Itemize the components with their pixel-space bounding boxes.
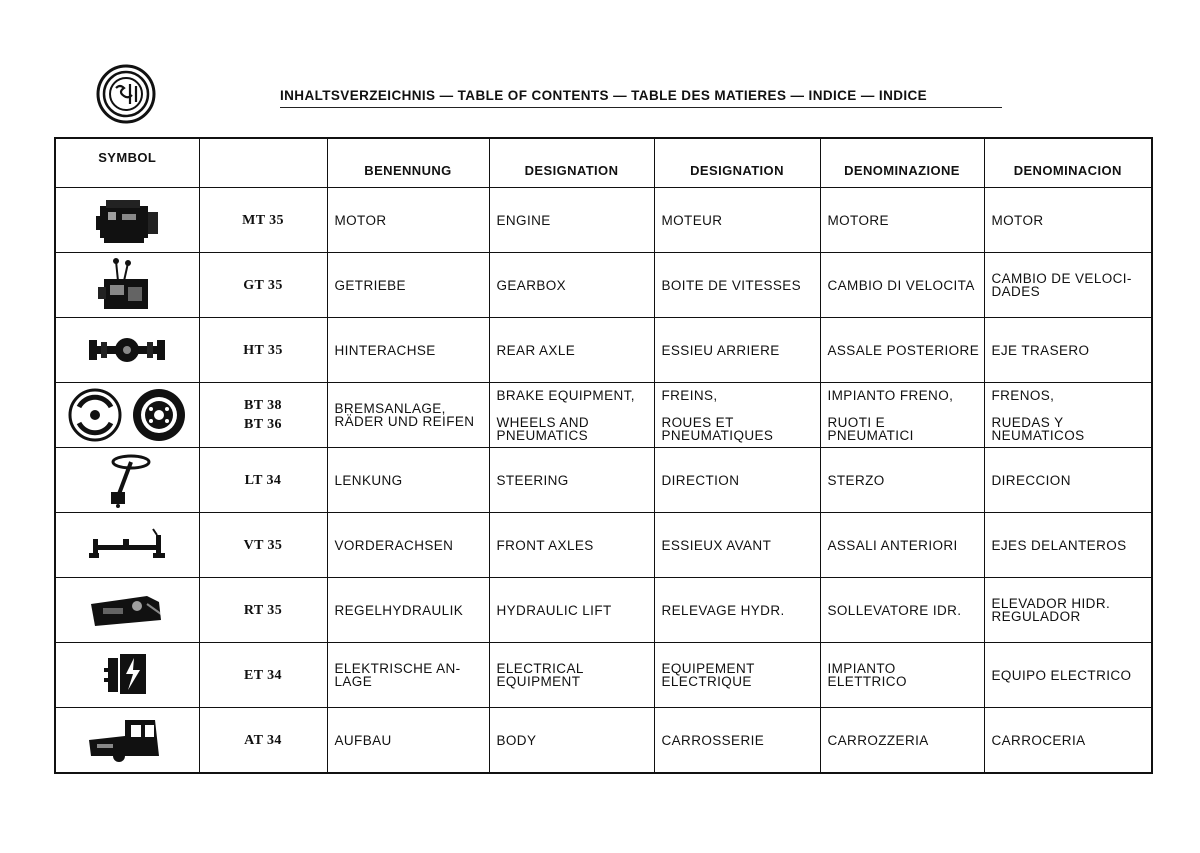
symbol-cell [55, 513, 199, 578]
section-code-text: VT 35 [243, 537, 283, 553]
table-row [55, 643, 1152, 708]
cell-english [489, 643, 654, 708]
cell-text: REGELHYDRAULIK [334, 602, 464, 618]
cell-text: EJES DELANTEROS [991, 537, 1127, 553]
symbol-cell [55, 448, 199, 513]
cell-text: RUOTI E [827, 414, 886, 430]
table-row [55, 318, 1152, 383]
cell-spanish [984, 448, 1152, 513]
cell-text: ESSIEUX AVANT [661, 537, 772, 553]
brake-wheel-icon [56, 387, 199, 443]
cell-text: RUEDAS Y [991, 414, 1064, 430]
table-row [55, 383, 1152, 448]
cell-english [489, 513, 654, 578]
cell-spanish [984, 188, 1152, 253]
cell-french [654, 708, 820, 774]
cell-text: FREINS, [661, 387, 718, 403]
cell-french [654, 578, 820, 643]
cell-italian [820, 708, 984, 774]
cell-spanish [984, 708, 1152, 774]
cell-french [654, 188, 820, 253]
cell-french [654, 448, 820, 513]
cell-italian [820, 448, 984, 513]
cell-text: ROUES ET [661, 414, 734, 430]
cell-text: ELECTRICAL [496, 661, 584, 676]
rear-axle-icon [56, 330, 199, 370]
cell-german [327, 448, 489, 513]
cell-text: RÄDER UND REIFEN [334, 414, 475, 429]
cell-text: MOTORE [827, 212, 889, 228]
section-code-text: AT 34 [244, 732, 282, 748]
cell-text: WHEELS AND [496, 414, 590, 430]
cell-text: FRONT AXLES [496, 537, 594, 553]
cell-text: MOTOR [991, 212, 1044, 228]
cell-text: PNEUMATICS [496, 427, 589, 443]
cell-text: STEERING [496, 472, 569, 488]
cell-text: REAR AXLE [496, 342, 576, 358]
cell-text: NEUMATICOS [991, 427, 1085, 443]
symbol-cell [55, 578, 199, 643]
cell-french [654, 513, 820, 578]
cell-text: EQUIPO ELECTRICO [991, 667, 1132, 683]
column-header-code [199, 138, 327, 188]
steyr-logo-icon [96, 64, 156, 124]
cell-german [327, 708, 489, 774]
cell-text: LENKUNG [334, 472, 403, 488]
cell-text: IMPIANTO FRENO, [827, 387, 954, 403]
cell-text: FRENOS, [991, 387, 1055, 403]
cell-spanish [984, 383, 1152, 448]
cell-text: ELEKTRISCHE AN- [334, 661, 461, 676]
cell-german [327, 513, 489, 578]
cell-italian [820, 383, 984, 448]
cell-text: BOITE DE VITESSES [661, 277, 802, 293]
cell-italian [820, 513, 984, 578]
table-row [55, 188, 1152, 253]
cell-text: IMPIANTO [827, 661, 896, 676]
cell-text: LAGE [334, 674, 373, 689]
cell-italian [820, 318, 984, 383]
symbol-cell [55, 188, 199, 253]
electrical-icon [56, 650, 199, 700]
cell-german [327, 253, 489, 318]
section-code [199, 318, 327, 383]
hydraulic-lift-icon [56, 590, 199, 630]
cell-english [489, 708, 654, 774]
cell-text: ELECTRIQUE [661, 674, 752, 689]
table-row [55, 253, 1152, 318]
front-axle-icon [56, 525, 199, 565]
cell-text: CARROZZERIA [827, 732, 929, 748]
cell-english [489, 383, 654, 448]
column-header-italian: DENOMINAZIONE [820, 138, 984, 188]
table-row [55, 578, 1152, 643]
cell-text: REGULADOR [991, 609, 1081, 624]
cell-spanish [984, 253, 1152, 318]
column-header-german: BENENNUNG [327, 138, 489, 188]
column-header-english: DESIGNATION [489, 138, 654, 188]
column-header-french: DESIGNATION [654, 138, 820, 188]
section-code-text: BT 36 [244, 417, 282, 432]
cell-spanish [984, 578, 1152, 643]
cell-text: DIRECTION [661, 472, 740, 488]
cell-italian [820, 643, 984, 708]
symbol-cell [55, 318, 199, 383]
section-code [199, 643, 327, 708]
symbol-cell [55, 708, 199, 774]
steering-icon [56, 452, 199, 508]
cell-text: ELETTRICO [827, 674, 907, 689]
cell-text: AUFBAU [334, 732, 392, 748]
table-row [55, 708, 1152, 774]
cell-text: MOTEUR [661, 212, 723, 228]
section-code-text: BT 38 [244, 398, 282, 413]
cell-text: PNEUMATIQUES [661, 427, 774, 443]
cell-text: ASSALE POSTERIORE [827, 342, 980, 358]
cell-italian [820, 253, 984, 318]
cell-text: CARROCERIA [991, 732, 1086, 748]
cell-text: BRAKE EQUIPMENT, [496, 387, 635, 403]
section-code [199, 448, 327, 513]
column-header-symbol: SYMBOL [55, 138, 199, 188]
column-header-spanish: DENOMINACION [984, 138, 1152, 188]
cell-text: HYDRAULIC LIFT [496, 602, 612, 618]
cell-text: DIRECCION [991, 472, 1071, 488]
cell-text: HINTERACHSE [334, 342, 436, 358]
cell-german [327, 383, 489, 448]
cell-german [327, 188, 489, 253]
cell-english [489, 318, 654, 383]
page-title: INHALTSVERZEICHNIS — TABLE OF CONTENTS — TABLE DES MATIERES — INDICE — INDICE [280, 88, 928, 103]
section-code-text: ET 34 [244, 667, 282, 683]
cell-text: MOTOR [334, 212, 387, 228]
cell-text: BREMSANLAGE, [334, 401, 446, 416]
section-code [199, 253, 327, 318]
cell-french [654, 318, 820, 383]
cell-text: ESSIEU ARRIERE [661, 342, 780, 358]
cell-italian [820, 578, 984, 643]
body-icon [56, 716, 199, 764]
cell-text: EJE TRASERO [991, 342, 1090, 358]
cell-text: GETRIEBE [334, 277, 406, 293]
cell-spanish [984, 643, 1152, 708]
cell-spanish [984, 318, 1152, 383]
cell-text: CAMBIO DE VELOCI- [991, 271, 1132, 286]
title-underline [280, 107, 1002, 108]
symbol-cell [55, 383, 199, 448]
cell-spanish [984, 513, 1152, 578]
cell-text: VORDERACHSEN [334, 537, 454, 553]
table-row [55, 513, 1152, 578]
section-code [199, 383, 327, 448]
cell-text: CAMBIO DI VELOCITA [827, 277, 975, 293]
cell-text: ENGINE [496, 212, 551, 228]
table-row [55, 448, 1152, 513]
cell-text: ELEVADOR HIDR. [991, 596, 1111, 611]
cell-german [327, 643, 489, 708]
cell-english [489, 188, 654, 253]
cell-text: BODY [496, 732, 537, 748]
symbol-cell [55, 643, 199, 708]
gearbox-icon [56, 257, 199, 313]
section-code [199, 578, 327, 643]
cell-french [654, 253, 820, 318]
cell-text: CARROSSERIE [661, 732, 765, 748]
header-row [55, 138, 1152, 188]
section-code-text: LT 34 [244, 472, 282, 488]
cell-text: DADES [991, 284, 1041, 299]
symbol-cell [55, 253, 199, 318]
cell-text: EQUIPEMENT [661, 661, 755, 676]
section-code [199, 188, 327, 253]
cell-italian [820, 188, 984, 253]
cell-text: EQUIPMENT [496, 674, 581, 689]
cell-text: PNEUMATICI [827, 427, 914, 443]
section-code [199, 708, 327, 774]
cell-french [654, 383, 820, 448]
cell-english [489, 448, 654, 513]
section-code-text: RT 35 [243, 602, 283, 618]
cell-german [327, 318, 489, 383]
section-code-text: HT 35 [243, 342, 283, 358]
cell-english [489, 253, 654, 318]
cell-text: STERZO [827, 472, 885, 488]
section-code-text: MT 35 [242, 212, 284, 228]
cell-text: GEARBOX [496, 277, 567, 293]
cell-english [489, 578, 654, 643]
cell-text: SOLLEVATORE IDR. [827, 602, 962, 618]
engine-icon [56, 194, 199, 246]
cell-german [327, 578, 489, 643]
section-code-text: GT 35 [243, 277, 283, 293]
cell-text: ASSALI ANTERIORI [827, 537, 958, 553]
contents-table [54, 137, 1153, 774]
cell-french [654, 643, 820, 708]
cell-text: RELEVAGE HYDR. [661, 602, 785, 618]
section-code [199, 513, 327, 578]
